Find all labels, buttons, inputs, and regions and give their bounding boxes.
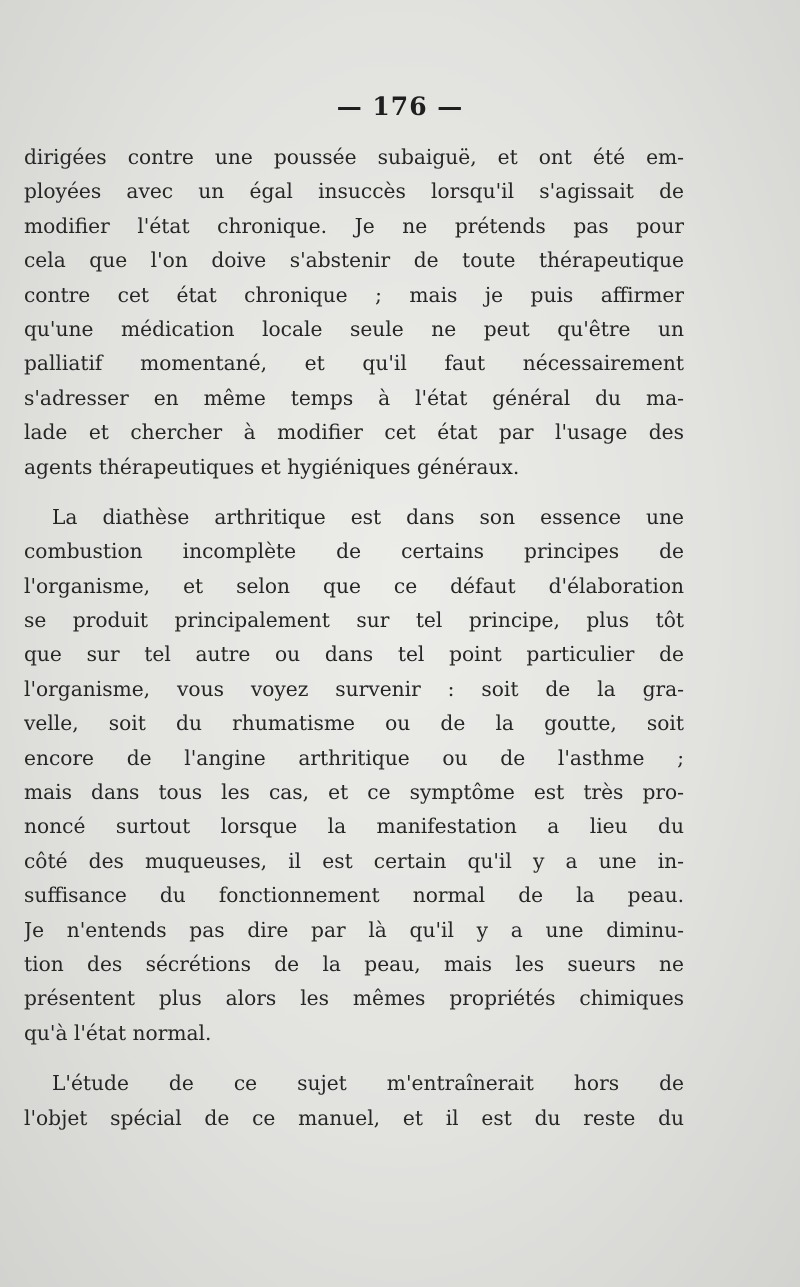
text-line: tion des sécrétions de la peau, mais les sueurs ne <box>24 951 684 976</box>
text-line: palliatif momentané, et qu'il faut nécessairement <box>24 351 684 376</box>
text-line: La diathèse arthritique est dans son essence une <box>52 504 684 529</box>
text-line: que sur tel autre ou dans tel point particulier de <box>24 642 684 667</box>
text-line: lade et chercher à modifier cet état par l'usage des <box>24 420 684 445</box>
text-line: s'adresser en même temps à l'état général du ma- <box>24 385 684 410</box>
paragraph-1 <box>24 140 684 484</box>
text-line: qu'à l'état normal. <box>24 1020 212 1045</box>
text-line: noncé surtout lorsque la manifestation a lieu du <box>24 814 684 839</box>
text-line: agents thérapeutiques et hygiéniques généraux. <box>24 454 520 479</box>
text-line: velle, soit du rhumatisme ou de la goutte, soit <box>24 711 684 736</box>
text-line: ployées avec un égal insuccès lorsqu'il s'agissait de <box>24 179 684 204</box>
text-line: qu'une médication locale seule ne peut qu'être un <box>24 316 684 341</box>
text-line: combustion incomplète de certains principes de <box>24 539 684 564</box>
text-line: l'organisme, vous voyez survenir : soit de la gra- <box>24 676 684 701</box>
text-line: modifier l'état chronique. Je ne prétends pas pour <box>24 213 684 238</box>
text-line: mais dans tous les cas, et ce symptôme est très pro- <box>24 780 684 805</box>
text-line: l'objet spécial de ce manuel, et il est du reste du <box>24 1105 684 1130</box>
text-line: se produit principalement sur tel principe, plus tôt <box>24 608 684 633</box>
body-text <box>24 140 684 1135</box>
page-number: — 176 — <box>336 92 464 121</box>
paragraph-2 <box>24 500 684 1050</box>
text-line: cela que l'on doive s'abstenir de toute thérapeutique <box>24 248 684 273</box>
text-line: présentent plus alors les mêmes propriétés chimiques <box>24 986 684 1011</box>
text-line: Je n'entends pas dire par là qu'il y a une diminu- <box>24 917 684 942</box>
text-line: dirigées contre une poussée subaiguë, et ont été em- <box>24 145 684 169</box>
text-line: côté des muqueuses, il est certain qu'il y a une in- <box>24 848 684 873</box>
text-line: contre cet état chronique ; mais je puis affirmer <box>24 282 684 307</box>
text-line: L'étude de ce sujet m'entraînerait hors de <box>52 1071 684 1096</box>
paragraph-3 <box>24 1066 684 1135</box>
text-line: suffisance du fonctionnement normal de la peau. <box>24 883 684 908</box>
text-line: encore de l'angine arthritique ou de l'asthme ; <box>24 745 684 770</box>
text-line: l'organisme, et selon que ce défaut d'élaboration <box>24 573 684 598</box>
